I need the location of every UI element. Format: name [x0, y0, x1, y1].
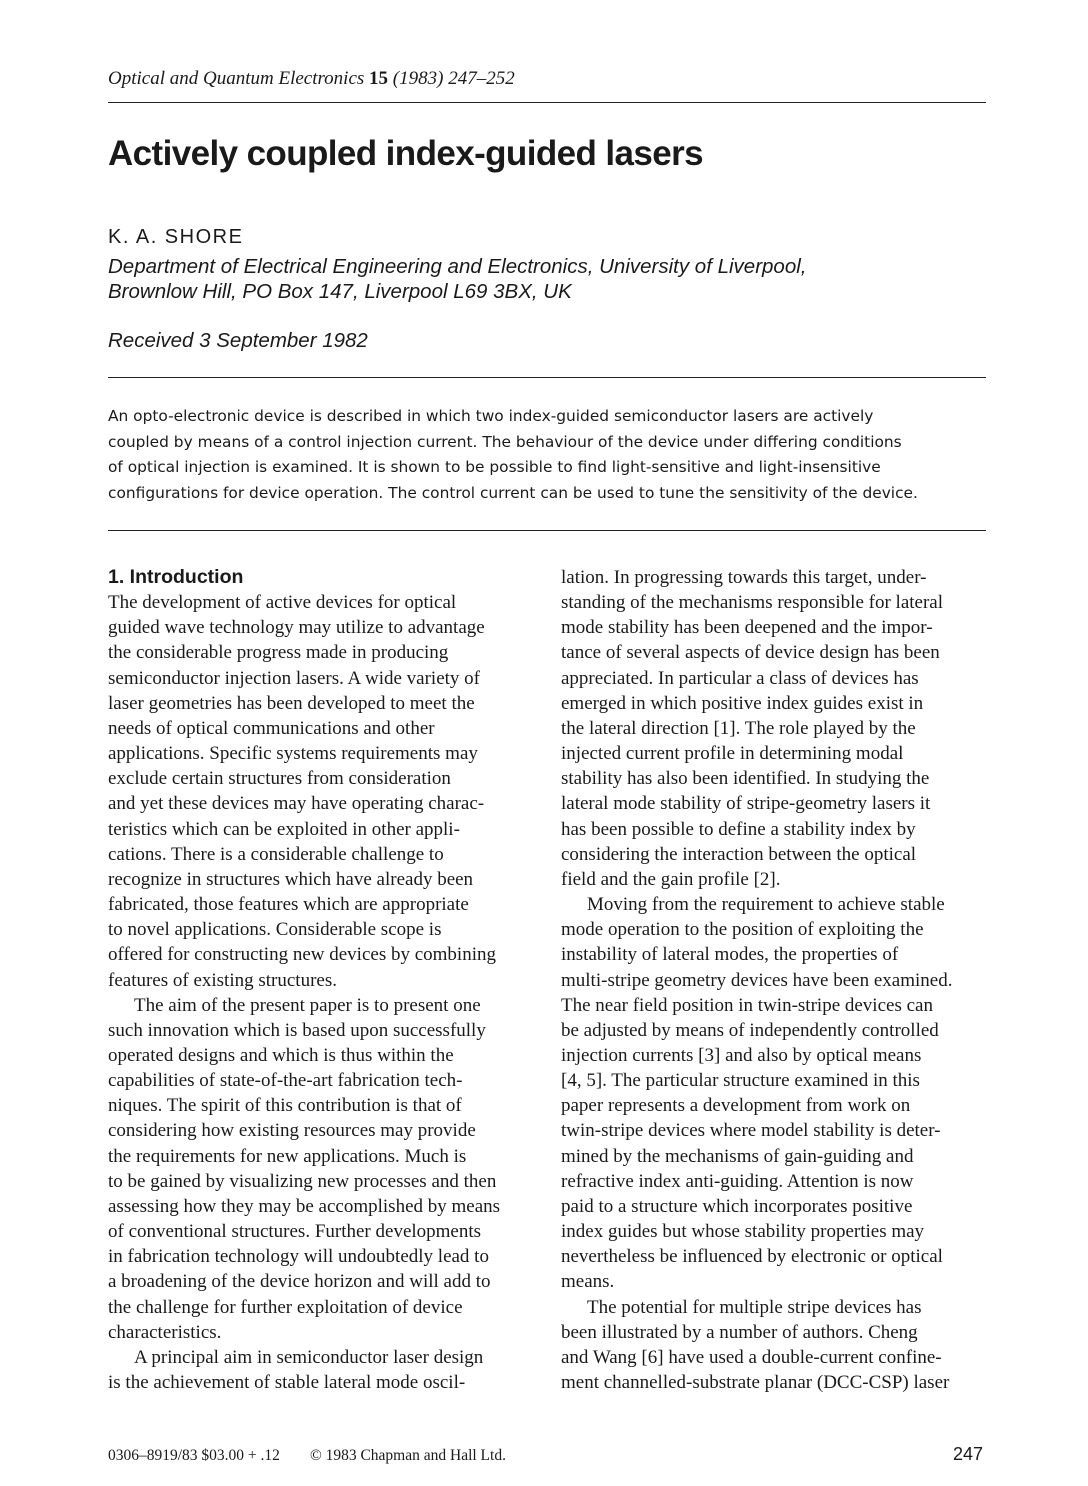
text-line: characteristics.	[108, 1321, 222, 1343]
footer-code-line	[108, 1447, 506, 1465]
text-line: needs of optical communications and other	[108, 717, 435, 739]
abstract-line: coupled by means of a control injection current. The behaviour of the device under differing conditions	[108, 432, 902, 451]
text-line: to novel applications. Considerable scope is	[108, 919, 442, 941]
text-line: the requirements for new applications. Much is	[108, 1145, 467, 1167]
abstract-line: An opto-electronic device is described in which two index-guided semiconductor lasers are actively	[108, 407, 874, 425]
affiliation-line: Department of Electrical Engineering and Electronics, University of Liverpool,	[108, 255, 807, 278]
text-line: applications. Specific systems requirements may	[108, 743, 478, 765]
text-line: features of existing structures.	[108, 969, 337, 991]
right-column	[561, 565, 952, 1395]
text-line: appreciated. In particular a class of devices has	[561, 667, 919, 689]
text-line: exclude certain structures from consideration	[108, 768, 451, 790]
text-line: ment channelled-substrate planar (DCC-CSP) laser	[561, 1372, 950, 1393]
text-line: recognize in structures which have already been	[108, 868, 474, 890]
text-line: semiconductor injection lasers. A wide variety of	[108, 667, 480, 689]
text-line: operated designs and which is thus within the	[108, 1044, 454, 1066]
section-heading: 1. Introduction	[108, 566, 244, 588]
text-line: offered for constructing new devices by combining	[108, 944, 496, 966]
paper-title: Actively coupled index-guided lasers	[108, 134, 703, 173]
text-line: laser geometries has been developed to meet the	[108, 692, 475, 714]
text-line: niques. The spirit of this contribution is that of	[108, 1095, 462, 1117]
text-line: standing of the mechanisms responsible for lateral	[561, 592, 944, 614]
text-line: guided wave technology may utilize to advantage	[108, 617, 485, 639]
text-line: to be gained by visualizing new processes and then	[108, 1170, 497, 1192]
received-date: Received 3 September 1982	[108, 329, 368, 352]
text-line: considering the interaction between the optical	[561, 843, 917, 865]
text-line: Moving from the requirement to achieve stable	[587, 894, 945, 916]
text-line: lateral mode stability of stripe-geometry lasers it	[561, 793, 931, 815]
text-line: the lateral direction [1]. The role played by the	[561, 717, 916, 739]
text-line: injection currents [3] and also by optical means	[561, 1044, 922, 1066]
text-line: assessing how they may be accomplished by means	[108, 1195, 501, 1217]
text-line: The potential for multiple stripe devices has	[587, 1296, 922, 1318]
text-line: mode operation to the position of exploiting the	[561, 919, 924, 941]
journal-year: (1983)	[392, 68, 444, 89]
text-line: paid to a structure which incorporates positive	[561, 1195, 913, 1217]
text-line: A principal aim in semiconductor laser design	[134, 1346, 484, 1368]
text-line: instability of lateral modes, the properties of	[561, 944, 899, 966]
text-line: The aim of the present paper is to present one	[134, 994, 481, 1016]
journal-pages: 247–252	[448, 68, 515, 89]
text-line: such innovation which is based upon successfully	[108, 1019, 486, 1041]
abstract	[108, 404, 918, 506]
text-line: The development of active devices for optical	[108, 592, 457, 614]
text-line: is the achievement of stable lateral mode oscil-	[108, 1372, 466, 1393]
abstract-top-rule	[108, 377, 986, 378]
affiliation-line: Brownlow Hill, PO Box 147, Liverpool L69 3BX, UK	[108, 280, 572, 303]
author-affiliation	[108, 254, 806, 304]
text-line: mode stability has been deepened and the impor-	[561, 617, 933, 639]
text-line: capabilities of state-of-the-art fabrication tech-	[108, 1070, 463, 1092]
text-line: the considerable progress made in producing	[108, 642, 449, 664]
text-line: in fabrication technology will undoubtedly lead to	[108, 1246, 489, 1268]
text-line: paper represents a development from work on	[561, 1095, 911, 1117]
price-code: 0306–8919/83 $03.00 + .12	[108, 1447, 280, 1464]
abstract-bottom-rule	[108, 530, 986, 531]
text-line: injected current profile in determining modal	[561, 743, 904, 765]
text-line: has been possible to define a stability index by	[561, 818, 916, 840]
text-line: cations. There is a considerable challenge to	[108, 843, 444, 865]
text-line: fabricated, those features which are appropriate	[108, 894, 469, 916]
text-line: considering how existing resources may provide	[108, 1120, 476, 1142]
copyright: © 1983 Chapman and Hall Ltd.	[309, 1447, 506, 1464]
text-line: multi-stripe geometry devices have been examined.	[561, 969, 953, 991]
text-line: The near field position in twin-stripe devices can	[561, 994, 933, 1016]
text-line: teristics which can be exploited in other appli-	[108, 818, 460, 840]
journal-name: Optical and Quantum Electronics	[108, 68, 365, 89]
text-line: stability has also been identified. In studying the	[561, 768, 930, 790]
text-line: twin-stripe devices where model stability is deter-	[561, 1120, 941, 1142]
header-rule	[108, 102, 986, 103]
abstract-line: of optical injection is examined. It is shown to be possible to find light-sensitive and light-insensitive	[108, 458, 881, 476]
left-column	[108, 565, 500, 1395]
text-line: a broadening of the device horizon and will add to	[108, 1271, 491, 1293]
journal-header	[108, 68, 515, 90]
text-line: refractive index anti-guiding. Attention is now	[561, 1170, 914, 1192]
text-line: lation. In progressing towards this target, under-	[561, 567, 927, 588]
text-line: index guides but whose stability properties may	[561, 1221, 925, 1243]
journal-volume: 15	[369, 68, 389, 89]
text-line: emerged in which positive index guides exist in	[561, 692, 924, 714]
text-line: and Wang [6] have used a double-current confine-	[561, 1346, 942, 1368]
text-line: been illustrated by a number of authors. Cheng	[561, 1321, 918, 1343]
page-number: 247	[952, 1444, 983, 1464]
text-line: be adjusted by means of independently controlled	[561, 1019, 939, 1041]
text-line: tance of several aspects of device design has been	[561, 642, 940, 664]
text-line: the challenge for further exploitation of device	[108, 1296, 463, 1318]
text-line: [4, 5]. The particular structure examined in this	[561, 1070, 920, 1092]
text-line: mined by the mechanisms of gain-guiding and	[561, 1145, 914, 1167]
text-line: field and the gain profile [2].	[561, 868, 781, 890]
text-line: nevertheless be influenced by electronic or optical	[561, 1246, 943, 1268]
text-line: of conventional structures. Further developments	[108, 1221, 482, 1243]
text-line: means.	[561, 1271, 615, 1293]
author-name: K. A. SHORE	[108, 226, 244, 248]
text-line: and yet these devices may have operating charac-	[108, 793, 485, 815]
abstract-line: configurations for device operation. The control current can be used to tune the sensitivity of the device.	[108, 483, 918, 502]
